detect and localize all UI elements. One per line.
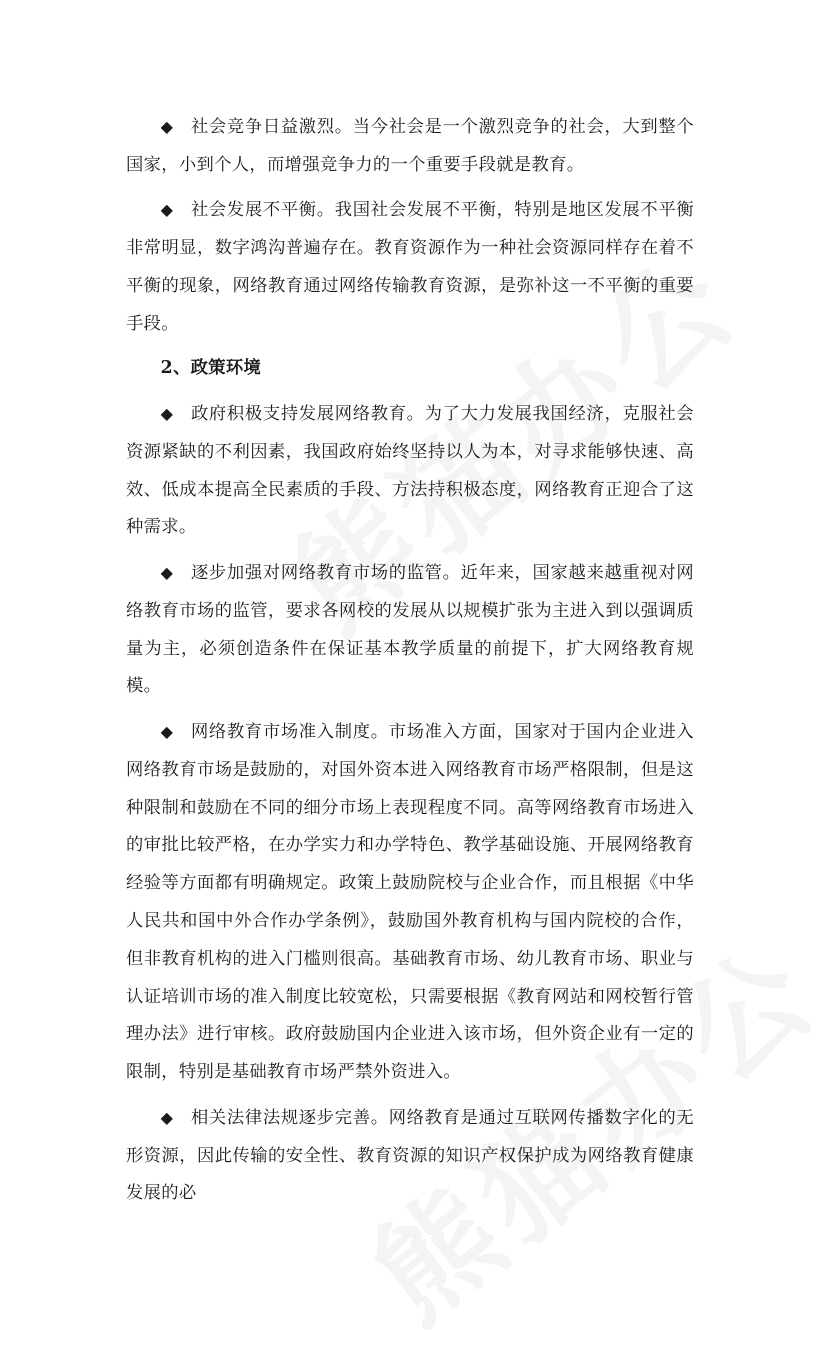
bullet-paragraph (126, 108, 694, 185)
diamond-bullet-icon: ◆ (160, 200, 174, 220)
diamond-bullet-icon: ◆ (160, 403, 174, 423)
section-heading: 2、政策环境 (160, 358, 262, 379)
document-body (126, 108, 694, 1220)
paragraph-text: 逐步加强对网络教育市场的监管。近年来，国家越来越重视对网络教育市场的监管，要求各网校的发展从以规模扩张为主进入到以强调质量为主，必须创造条件在保证基本教学质量的前提下，扩大网络教育规模。 (126, 562, 694, 697)
bullet-paragraph (126, 713, 694, 1092)
paragraph-text: 网络教育市场准入制度。市场准入方面，国家对于国内企业进入网络教育市场是鼓励的，对国外资本进入网络教育市场严格限制，但是这种限制和鼓励在不同的细分市场上表现程度不同。高等网络教育市场进入的审批比较严格，在办学实力和办学特色、教学基础设施、开展网络教育经验等方面都有明确规定。政策上鼓励院校与企业合作，而且根据《中华人民共和国中外合作办学条例》，鼓励国外教育机构与国内院校的合作，但非教育机构的进入门槛则很高。基础教育市场、幼儿教育市场、职业与认证培训市场的准入制度比较宽松，只需要根据《教育网站和网校暂行管理办法》进行审核。政府鼓励国内企业进入该市场，但外资企业有一定的限制，特别是基础教育市场严禁外资进入。 (126, 721, 694, 1083)
bullet-paragraph (126, 191, 694, 343)
diamond-bullet-icon: ◆ (160, 562, 174, 582)
diamond-bullet-icon: ◆ (160, 1107, 174, 1127)
paragraph-text: 政府积极支持发展网络教育。为了大力发展我国经济，克服社会资源紧缺的不利因素，我国政府始终坚持以人为本，对寻求能够快速、高效、低成本提高全民素质的手段、方法持积极态度，网络教育正迎合了这种需求。 (126, 403, 694, 538)
diamond-bullet-icon: ◆ (160, 117, 174, 136)
bullet-paragraph (126, 395, 694, 547)
diamond-bullet-icon: ◆ (160, 721, 174, 741)
paragraph-text: 相关法律法规逐步完善。网络教育是通过互联网传播数字化的无形资源，因此传输的安全性、教育资源的知识产权保护成为网络教育健康发展的必 (126, 1107, 694, 1204)
bullet-paragraph (126, 554, 694, 706)
paragraph-text: 社会发展不平衡。我国社会发展不平衡，特别是地区发展不平衡非常明显，数字鸿沟普遍存在。教育资源作为一种社会资源同样存在着不平衡的现象，网络教育通过网络传输教育资源，是弥补这一不平衡的重要手段。 (126, 200, 694, 334)
paragraph-text: 社会竞争日益激烈。当今社会是一个激烈竞争的社会，大到整个国家，小到个人，而增强竞争力的一个重要手段就是教育。 (126, 117, 694, 175)
bullet-paragraph (126, 1099, 694, 1213)
